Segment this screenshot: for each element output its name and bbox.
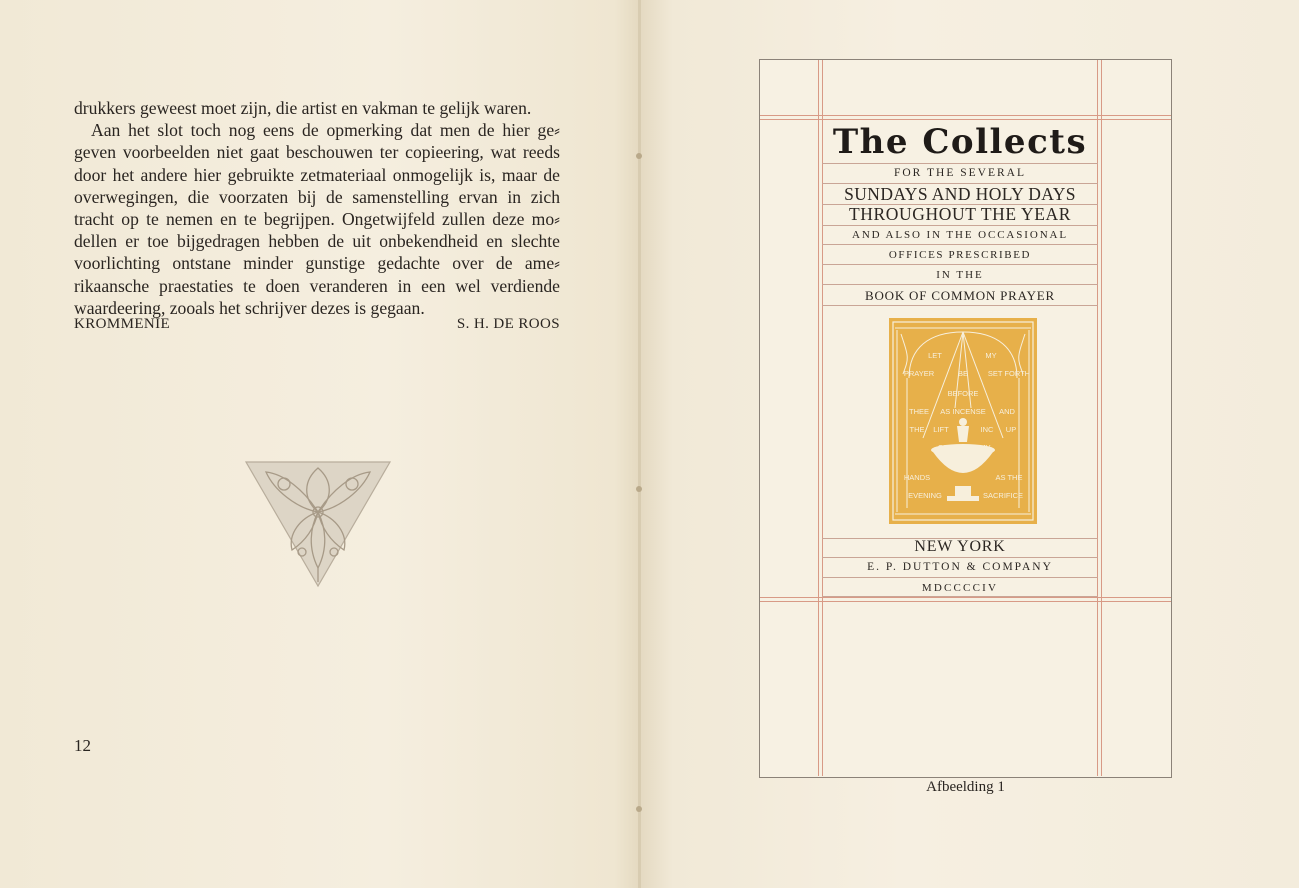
- title-line: AND ALSO IN THE OCCASIONAL: [851, 229, 1069, 241]
- title-rule: [822, 577, 1098, 578]
- collects-title: [822, 121, 1098, 161]
- svg-text:BE: BE: [957, 369, 969, 378]
- title-line: BOOK OF COMMON PRAYER: [864, 288, 1056, 303]
- title-rule: [822, 284, 1098, 285]
- svg-text:The Collects: The Collects: [832, 122, 1088, 161]
- title-line: OFFICES PRESCRIBED: [888, 249, 1032, 261]
- svg-text:SET FORTH: SET FORTH: [987, 369, 1031, 378]
- place-name: KROMMENIE: [74, 316, 171, 332]
- svg-text:PRAYER: PRAYER: [903, 369, 935, 378]
- svg-text:INC: INC: [980, 425, 994, 434]
- binding-stitch: [636, 486, 642, 492]
- title-line: THROUGHOUT THE YEAR: [848, 204, 1072, 224]
- svg-text:SACRIFICE: SACRIFICE: [982, 491, 1024, 500]
- svg-text:THEE: THEE: [908, 407, 930, 416]
- svg-text:MY: MY: [985, 351, 997, 360]
- imprint-city: NEW YORK: [914, 538, 1006, 555]
- svg-text:THE: THE: [909, 425, 925, 434]
- title-line: SUNDAYS AND HOLY DAYS: [844, 184, 1076, 204]
- title-line: IN THE: [936, 269, 984, 281]
- figure-caption: Afbeelding 1: [926, 779, 1005, 795]
- title-rule: [822, 305, 1098, 306]
- imprint-publisher: E. P. DUTTON & COMPANY: [867, 561, 1053, 573]
- frame-rule: [760, 601, 1171, 602]
- author-name: S. H. DE ROOS: [456, 316, 560, 332]
- svg-text:HANDS: HANDS: [903, 473, 931, 482]
- svg-text:OF: OF: [937, 443, 949, 452]
- svg-text:LIFT: LIFT: [933, 425, 949, 434]
- title-rule: [822, 264, 1098, 265]
- signoff: [74, 316, 560, 333]
- svg-text:AS INCENSE: AS INCENSE: [940, 407, 986, 416]
- body-text: [74, 97, 560, 319]
- imprint-year: MDCCCCIV: [921, 582, 999, 594]
- svg-text:MY: MY: [979, 443, 991, 452]
- paragraph: Aan het slot toch nog eens de opmerking dat men de hier ge⸗ geven voorbeelden niet gaat beschouwen ter copieering, wat reeds door het andere hier gebruikte zetmateriaal onmogelijk is, maar de overwegingen, die voorzaten bij de samenstelling ervan in zich tracht op te nemen en te begrijpen. Ongetwijfeld zullen deze mo⸗ dellen er toe bijgedragen hebben de uit onbekendheid en slechte voorlichting ontstane minder gunstige gedachte over de ame⸗ rikaansche praestaties te doen veranderen in een wel verdiende waardeering, zooals het schrijver dezes is gegaan.: [74, 120, 560, 318]
- frame-rule: [760, 115, 1171, 116]
- binding-stitch: [636, 153, 642, 159]
- paragraph: drukkers geweest moet zijn, die artist en vakman te gelijk waren.: [74, 98, 532, 118]
- svg-text:AND: AND: [999, 407, 1015, 416]
- title-rule: [822, 163, 1098, 164]
- frame-rule: [760, 597, 1171, 598]
- svg-text:LET: LET: [928, 351, 942, 360]
- prayer-lamp-emblem-icon: [889, 318, 1037, 524]
- svg-text:UP: UP: [1005, 425, 1017, 434]
- title-line: FOR THE SEVERAL: [893, 167, 1027, 179]
- title-rule: [822, 596, 1098, 597]
- frame-rule: [1101, 60, 1102, 776]
- svg-text:BEFORE: BEFORE: [947, 389, 979, 398]
- binding-stitch: [636, 806, 642, 812]
- svg-text:AS THE: AS THE: [995, 473, 1023, 482]
- title-rule: [822, 557, 1098, 558]
- title-rule: [822, 244, 1098, 245]
- triangular-floral-ornament-icon: [244, 460, 392, 588]
- frame-rule: [818, 60, 819, 776]
- page-number: 12: [74, 736, 91, 755]
- svg-text:EVENING: EVENING: [908, 491, 942, 500]
- frame-rule: [760, 119, 1171, 120]
- book-gutter: [638, 0, 641, 888]
- title-rule: [822, 225, 1098, 226]
